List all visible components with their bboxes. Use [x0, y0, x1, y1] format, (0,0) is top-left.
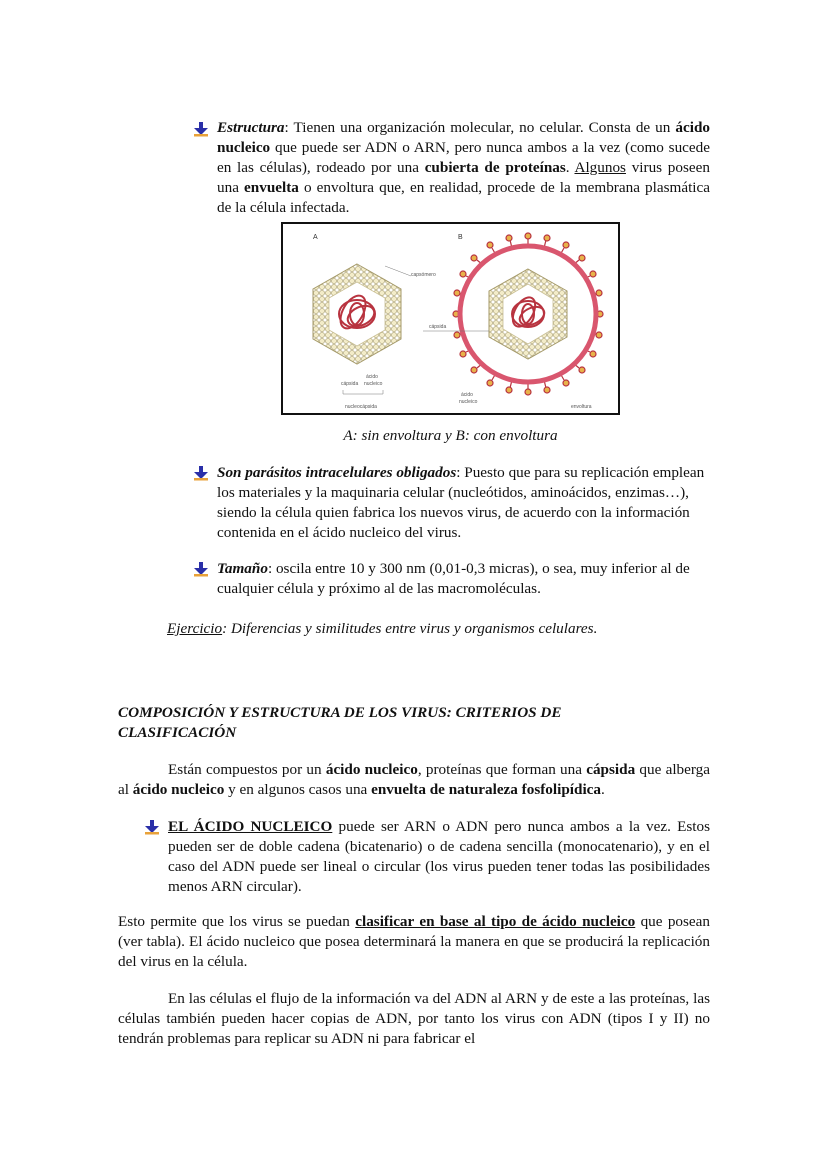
acido-nucleico-paragraph [168, 817, 710, 897]
label-acido-b-2: nucleico [459, 399, 478, 405]
estructura-paragraph [217, 118, 710, 218]
label-capsida-a: cápsida [341, 381, 359, 387]
bold-term: cubierta de proteínas [424, 159, 566, 176]
arrow-down-bullet-icon [193, 561, 209, 577]
text: . [601, 781, 605, 798]
bold-term: ácido nucleico [325, 761, 418, 778]
text: : oscila entre 10 y 300 nm (0,01-0,3 micras), o sea, muy inferior al de cualquier célula y próximo al de las macromoléculas. [217, 560, 690, 597]
label-acido-a-1: ácido [366, 374, 378, 380]
label-capsomero: capsómero [411, 272, 436, 278]
text: : Diferencias y similitudes entre virus y organismos celulares. [222, 620, 598, 637]
bold-underlined-term: clasificar en base al tipo de ácido nucleico [355, 913, 636, 930]
arrow-down-bullet-icon [144, 819, 160, 835]
virus-diagram [283, 224, 618, 413]
ejercicio-line [167, 619, 710, 639]
virus-a-capsid [313, 264, 401, 364]
acido-nucleico-label: EL ÁCIDO NUCLEICO [168, 818, 333, 835]
text: . [565, 159, 575, 176]
flujo-paragraph [118, 989, 710, 1049]
parasitos-label: Son parásitos intracelulares obligados [217, 464, 457, 481]
label-b: B [458, 234, 463, 241]
bold-term: ácido nucleico [217, 119, 710, 156]
parasitos-paragraph [217, 463, 710, 543]
underlined-term: Algunos [574, 159, 626, 176]
arrow-down-bullet-icon [193, 465, 209, 481]
bold-term: envuelta [244, 179, 299, 196]
intro-paragraph [118, 760, 710, 800]
text: : Tienen una organización molecular, no celular. Consta de un [284, 119, 676, 136]
text: que puede ser ADN o ARN, pero nunca ambos a la vez (como sucede en las células), rodeado por una [217, 139, 710, 176]
text: virus poseen una [217, 159, 710, 196]
text: En las células el flujo de la información va del ADN al ARN y de este a las proteínas, las células también pueden hacer copias de ADN, por tanto los virus con ADN (tipos I y II) no tendrán problemas para replicar su ADN ni para fabricar el [118, 990, 710, 1047]
bold-term: envuelta de naturaleza fosfolipídica [371, 781, 602, 798]
bold-term: cápsida [586, 761, 636, 778]
text: que posean (ver tabla). El ácido nucleico que posea determinará la manera en que se producirá la replicación del virus en la célula. [118, 913, 711, 970]
tamano-paragraph [217, 559, 710, 599]
clasificar-paragraph [118, 912, 710, 972]
text: que alberga al [118, 761, 710, 798]
text: Están compuestos por un [168, 761, 326, 778]
text: o envoltura que, en realidad, procede de la membrana plasmática de la célula infectada. [217, 179, 710, 216]
label-acido-a-2: nucleico [364, 381, 383, 387]
estructura-label: Estructura [217, 119, 285, 136]
text: puede ser ARN o ADN pero nunca ambos a la vez. Estos pueden ser de doble cadena (bicatenario) o de cadena sencilla (monocatenario), y en el caso del ADN puede ser lineal o circular (los virus pueden tener todas las posibilidades menos ARN circular). [168, 818, 710, 895]
label-a: A [313, 234, 318, 241]
text: : Puesto que para su replicación emplean los materiales y la maquinaria celular (nucleótidos, aminoácidos, enzimas…), siendo la célula quien fabrica los nuevos virus, de acuerdo con la información contenida en el ácido nucleico del virus. [217, 464, 705, 541]
bold-term: ácido nucleico [132, 781, 225, 798]
label-nucleocapsida: nucleocápsida [345, 404, 377, 410]
text: , proteínas que forman una [417, 761, 587, 778]
label-acido-b-1: ácido [461, 392, 473, 398]
arrow-down-bullet-icon [193, 121, 209, 137]
virus-structure-figure [281, 222, 620, 415]
text: y en algunos casos una [224, 781, 372, 798]
tamano-label: Tamaño [217, 560, 268, 577]
label-capsida-mid: cápsida [429, 324, 447, 330]
section-heading: COMPOSICIÓN Y ESTRUCTURA DE LOS VIRUS: CRITERIOS DE CLASIFICACIÓN [118, 704, 562, 741]
label-envoltura: envoltura [571, 404, 592, 410]
virus-b [453, 233, 603, 395]
ejercicio-label: Ejercicio [167, 620, 223, 637]
text: Esto permite que los virus se puedan [118, 913, 356, 930]
figure-caption: A: sin envoltura y B: con envoltura [343, 427, 558, 444]
